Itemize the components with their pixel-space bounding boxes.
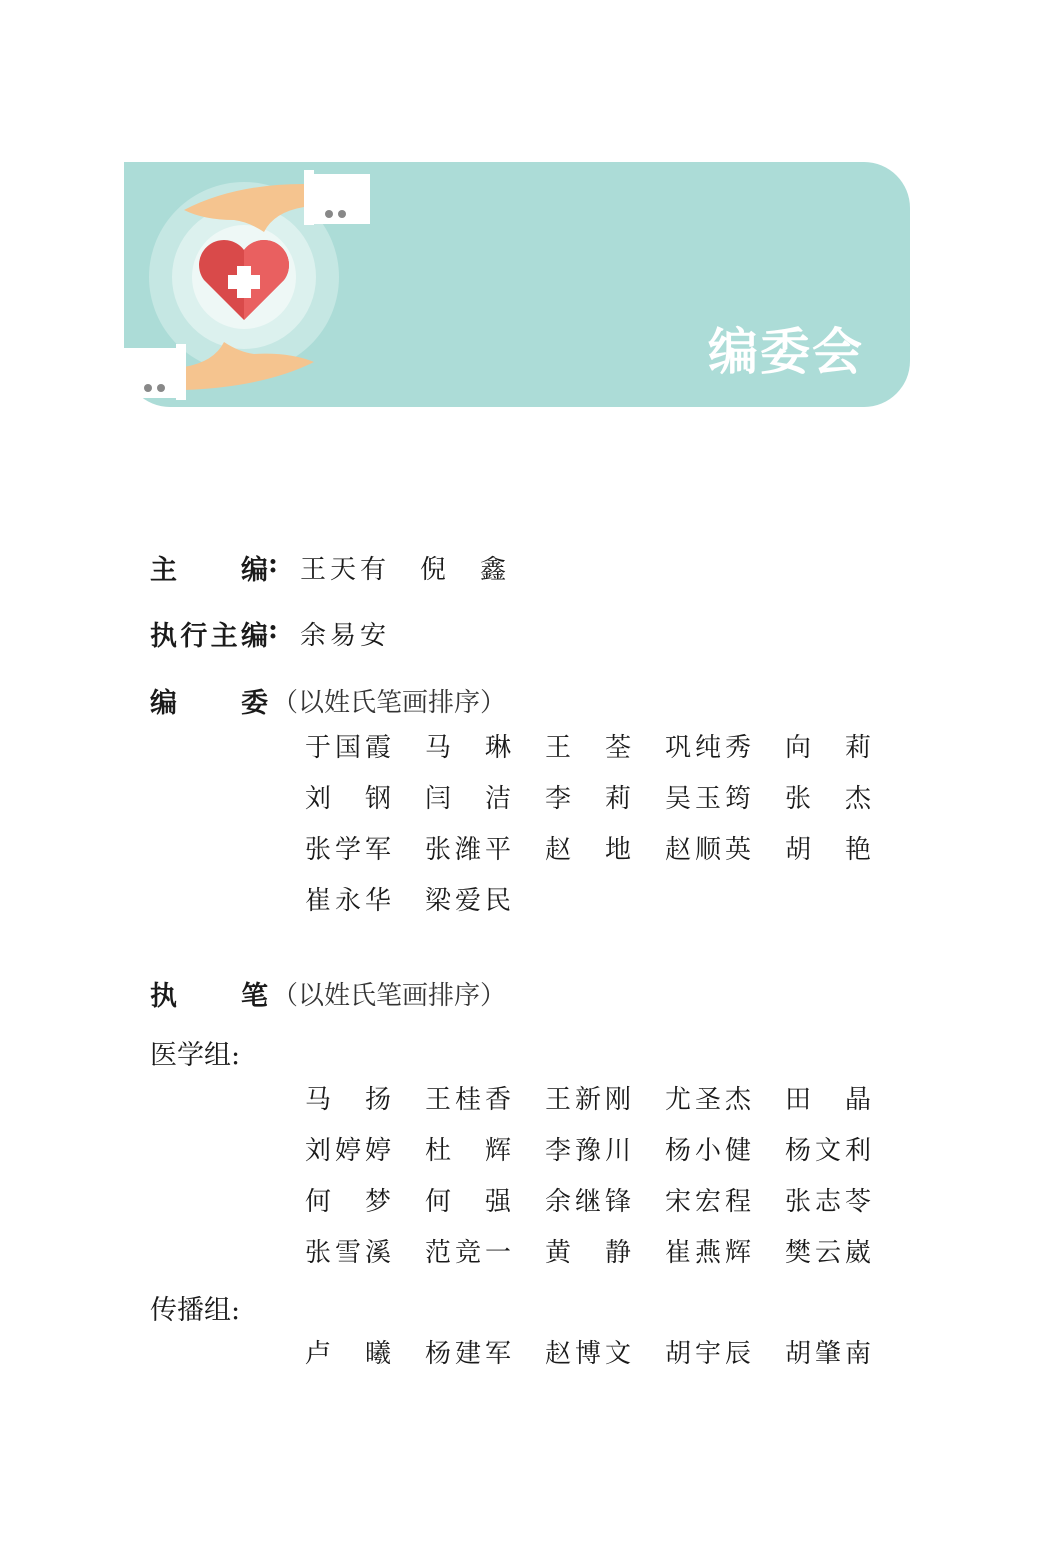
person-name: 杜辉: [425, 1136, 511, 1166]
person-name: 赵博文: [545, 1339, 631, 1369]
person-name: 胡艳: [785, 835, 871, 865]
person-name: 张志苓: [785, 1187, 871, 1217]
person-name: 杨建军: [425, 1339, 511, 1369]
chief-editor-label: 主 编: [150, 555, 268, 586]
medical-group-list: [305, 1085, 871, 1268]
colon: :: [268, 548, 278, 579]
executive-editor-names: 余易安: [300, 621, 391, 651]
person-name: 吴玉筠: [665, 784, 751, 814]
person-name: 赵地: [545, 835, 631, 865]
person-name: 尤圣杰: [665, 1085, 751, 1115]
person-name: 刘婷婷: [305, 1136, 391, 1166]
person-name: 马琳: [425, 733, 511, 763]
person-name: 张杰: [785, 784, 871, 814]
person-name: 王桂香: [425, 1085, 511, 1115]
person-name: 崔燕辉: [665, 1238, 751, 1268]
person-name: 卢曦: [305, 1339, 391, 1369]
person-name: 张潍平: [425, 835, 511, 865]
person-name: 樊云崴: [785, 1238, 871, 1268]
medical-group-label: 医学组:: [150, 1040, 241, 1071]
communication-group-list: [305, 1339, 871, 1369]
editorial-board-note: （以姓氏笔画排序）: [272, 688, 507, 718]
person-name: 何强: [425, 1187, 511, 1217]
person-name: 李豫川: [545, 1136, 631, 1166]
writers-note: （以姓氏笔画排序）: [272, 981, 507, 1011]
person-name: 王荃: [545, 733, 631, 763]
person-name: 刘钢: [305, 784, 391, 814]
person-name: 李莉: [545, 784, 631, 814]
person-name: 杨小健: [665, 1136, 751, 1166]
person-name: 张学军: [305, 835, 391, 865]
person-name: 张雪溪: [305, 1238, 391, 1268]
banner-title: 编委会: [708, 323, 864, 381]
person-name: 杨文利: [785, 1136, 871, 1166]
person-name: 何梦: [305, 1187, 391, 1217]
chief-editor-names: [300, 549, 510, 586]
person-name: 胡肇南: [785, 1339, 871, 1369]
person-name: 梁爱民: [425, 886, 511, 916]
person-name: 倪 鑫: [420, 555, 511, 585]
person-name: 闫洁: [425, 784, 511, 814]
person-name: 于国霞: [305, 733, 391, 763]
person-name: 黄静: [545, 1238, 631, 1268]
person-name: 王新刚: [545, 1085, 631, 1115]
writers-label: 执 笔: [150, 981, 268, 1012]
person-name: 巩纯秀: [665, 733, 751, 763]
person-name: 范竞一: [425, 1238, 511, 1268]
communication-group-label: 传播组:: [150, 1295, 241, 1326]
person-name: 胡宇辰: [665, 1339, 751, 1369]
person-name: 崔永华: [305, 886, 391, 916]
person-name: 田晶: [785, 1085, 871, 1115]
editorial-board-label: 编 委: [150, 688, 268, 719]
heart-with-cross-in-hands-icon: [124, 162, 384, 407]
person-name: 王天有: [300, 555, 391, 585]
person-name: 余继锋: [545, 1187, 631, 1217]
person-name: 向莉: [785, 733, 871, 763]
person-name: 马扬: [305, 1085, 391, 1115]
person-name: 宋宏程: [665, 1187, 751, 1217]
colon: :: [268, 614, 278, 645]
person-name: 赵顺英: [665, 835, 751, 865]
editorial-board-list: [305, 733, 871, 916]
executive-editor-label: 执行主编: [150, 621, 268, 652]
banner: [124, 162, 910, 407]
